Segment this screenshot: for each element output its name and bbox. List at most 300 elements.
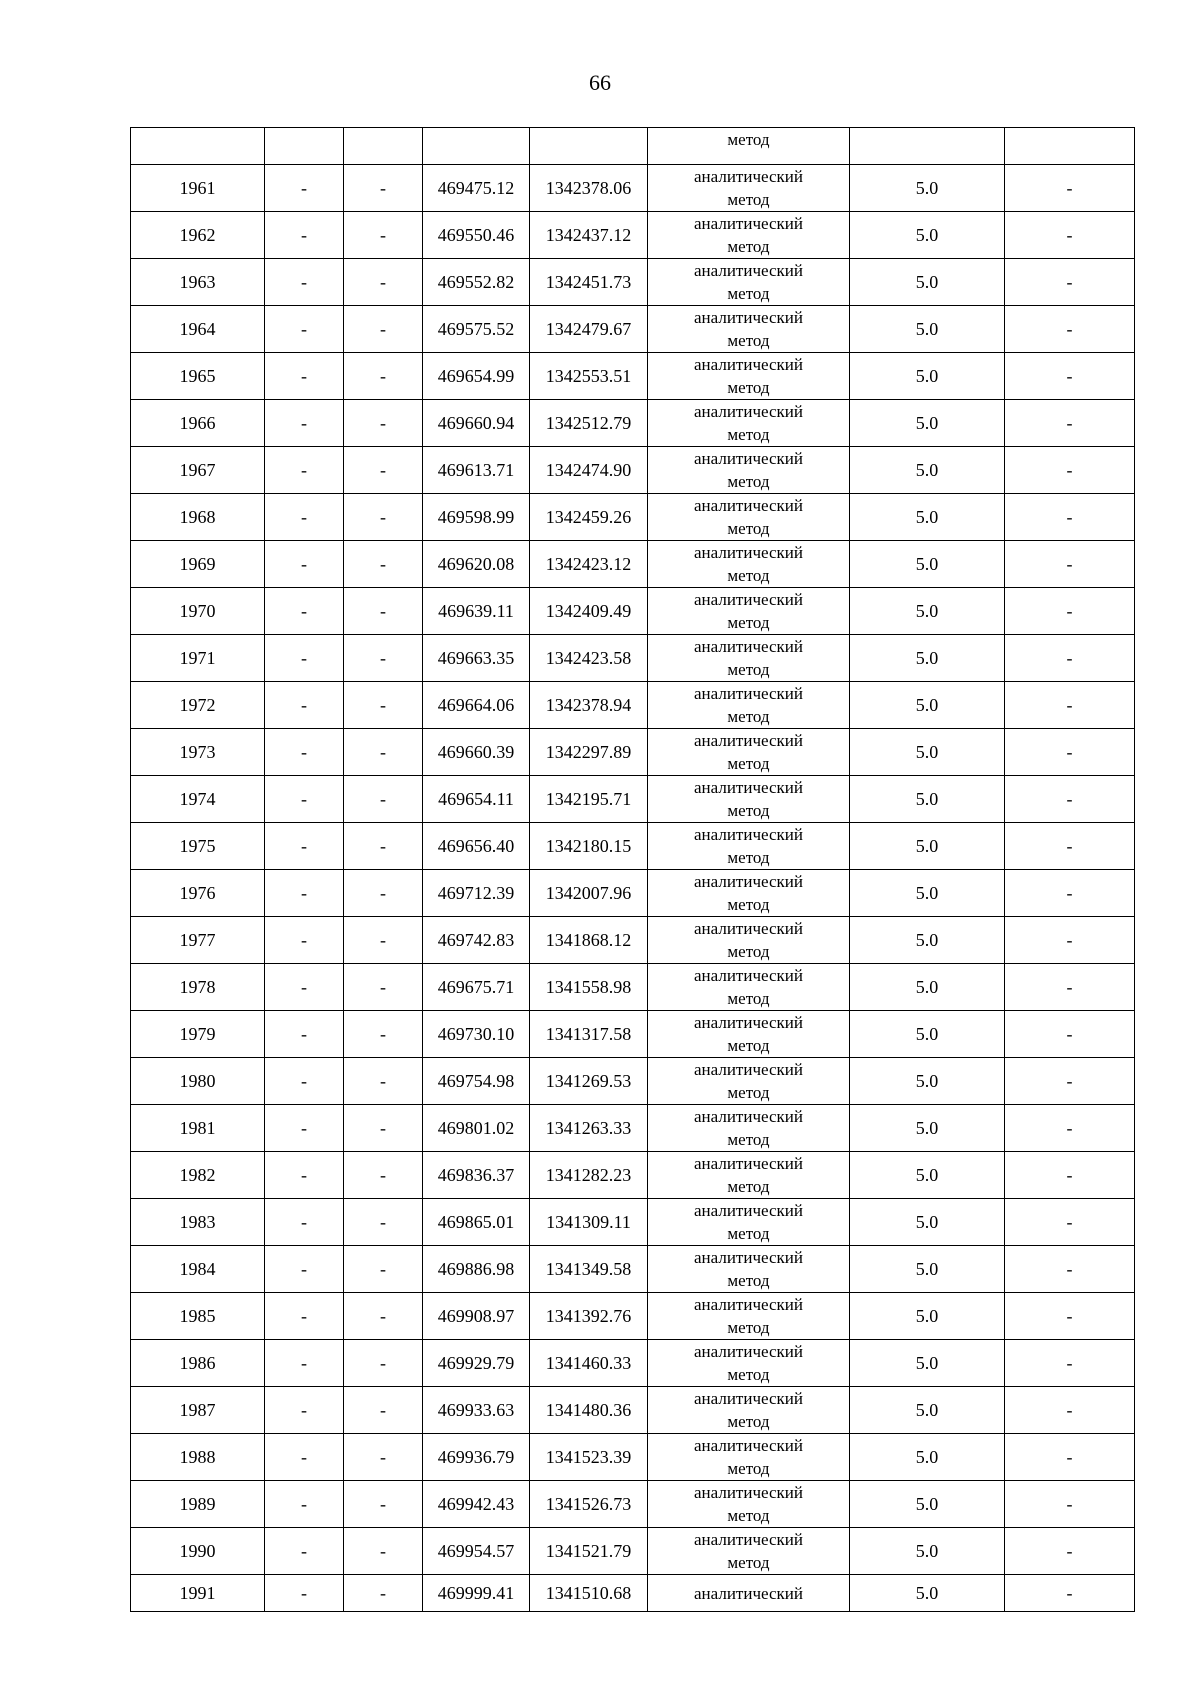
cell-dash: - [265,1105,344,1152]
cell-dash: - [344,1105,423,1152]
cell-dash: - [265,776,344,823]
cell-point-number: 1962 [131,212,265,259]
cell-point-number: 1968 [131,494,265,541]
table-row [131,588,1135,635]
table-row [131,306,1135,353]
cell-dash: - [265,1481,344,1528]
method-text-line1: аналитический [694,1436,803,1455]
cell-dash: - [344,1387,423,1434]
cell-dash: - [265,541,344,588]
cell-point-number: 1972 [131,682,265,729]
cell-dash: - [1005,1293,1135,1340]
method-text-line2: метод [727,613,770,632]
cell-method [648,1199,850,1246]
cell-dash: - [344,1152,423,1199]
cell-accuracy: 5.0 [850,1575,1005,1612]
cell-point-number: 1963 [131,259,265,306]
cell-point-number: 1985 [131,1293,265,1340]
cell-dash: - [265,400,344,447]
cell-dash: - [344,1575,423,1612]
cell-method [648,917,850,964]
cell-point-number: 1969 [131,541,265,588]
cell-point-number: 1973 [131,729,265,776]
cell-dash: - [1005,1058,1135,1105]
cell-x-coordinate: 469933.63 [423,1387,530,1434]
cell-dash: - [344,588,423,635]
cell-method [648,447,850,494]
cell-accuracy: 5.0 [850,494,1005,541]
cell-accuracy: 5.0 [850,1152,1005,1199]
cell-method [648,870,850,917]
cell-dash: - [344,1199,423,1246]
cell-x-coordinate: 469936.79 [423,1434,530,1481]
cell-dash: - [1005,494,1135,541]
cell-point-number: 1965 [131,353,265,400]
cell-accuracy: 5.0 [850,165,1005,212]
cell-method [648,1340,850,1387]
cell-method [648,541,850,588]
cell-dash: - [344,165,423,212]
cell-empty [1005,128,1135,165]
cell-dash: - [265,1293,344,1340]
cell-accuracy: 5.0 [850,1340,1005,1387]
cell-dash: - [1005,776,1135,823]
cell-method [648,165,850,212]
cell-dash: - [344,212,423,259]
cell-dash: - [1005,1011,1135,1058]
table-row [131,729,1135,776]
cell-x-coordinate: 469598.99 [423,494,530,541]
table-row [131,1434,1135,1481]
cell-empty [265,128,344,165]
cell-dash: - [265,1387,344,1434]
cell-point-number: 1981 [131,1105,265,1152]
cell-method [648,1105,850,1152]
cell-point-number: 1990 [131,1528,265,1575]
cell-x-coordinate: 469620.08 [423,541,530,588]
cell-y-coordinate: 1341523.39 [530,1434,648,1481]
cell-dash: - [1005,212,1135,259]
cell-y-coordinate: 1341349.58 [530,1246,648,1293]
table-row [131,917,1135,964]
method-text-line2: метод [727,1318,770,1337]
table-row [131,1387,1135,1434]
cell-method [648,1434,850,1481]
method-text-line2: метод [727,284,770,303]
method-text-tail: метод [727,130,770,149]
cell-point-number: 1977 [131,917,265,964]
cell-y-coordinate: 1341309.11 [530,1199,648,1246]
method-text-line2: метод [727,1130,770,1149]
cell-method [648,1011,850,1058]
cell-dash: - [1005,400,1135,447]
cell-y-coordinate: 1341558.98 [530,964,648,1011]
cell-y-coordinate: 1342474.90 [530,447,648,494]
cell-dash: - [1005,870,1135,917]
cell-dash: - [344,306,423,353]
cell-method [648,729,850,776]
cell-dash: - [344,635,423,682]
cell-x-coordinate: 469656.40 [423,823,530,870]
cell-method [648,588,850,635]
table-row [131,1575,1135,1612]
cell-accuracy: 5.0 [850,635,1005,682]
cell-method [648,259,850,306]
cell-method [648,1575,850,1612]
cell-x-coordinate: 469865.01 [423,1199,530,1246]
cell-point-number: 1986 [131,1340,265,1387]
cell-empty [423,128,530,165]
table-row [131,823,1135,870]
method-text-line1: аналитический [694,919,803,938]
cell-dash: - [1005,1152,1135,1199]
cell-x-coordinate: 469654.99 [423,353,530,400]
table-row [131,400,1135,447]
cell-point-number: 1983 [131,1199,265,1246]
cell-dash: - [265,353,344,400]
cell-y-coordinate: 1342423.12 [530,541,648,588]
cell-dash: - [1005,1575,1135,1612]
cell-x-coordinate: 469475.12 [423,165,530,212]
cell-x-coordinate: 469664.06 [423,682,530,729]
cell-x-coordinate: 469754.98 [423,1058,530,1105]
cell-accuracy: 5.0 [850,541,1005,588]
cell-dash: - [1005,635,1135,682]
cell-method [648,353,850,400]
cell-y-coordinate: 1342378.94 [530,682,648,729]
method-text-line2: метод [727,472,770,491]
cell-x-coordinate: 469550.46 [423,212,530,259]
cell-x-coordinate: 469663.35 [423,635,530,682]
method-text-line2: метод [727,1506,770,1525]
cell-accuracy: 5.0 [850,447,1005,494]
coordinates-table [130,127,1135,1612]
cell-dash: - [344,964,423,1011]
cell-dash: - [1005,1105,1135,1152]
method-text-line2: метод [727,754,770,773]
method-text-line2: метод [727,190,770,209]
method-text-line2: метод [727,1177,770,1196]
table-row [131,353,1135,400]
cell-y-coordinate: 1342180.15 [530,823,648,870]
cell-accuracy: 5.0 [850,1246,1005,1293]
method-text-line1: аналитический [694,402,803,421]
cell-point-number: 1961 [131,165,265,212]
cell-point-number: 1974 [131,776,265,823]
cell-empty [131,128,265,165]
cell-dash: - [1005,823,1135,870]
cell-y-coordinate: 1341263.33 [530,1105,648,1152]
cell-dash: - [265,964,344,1011]
table-row [131,776,1135,823]
table-row [131,635,1135,682]
cell-dash: - [265,1575,344,1612]
cell-accuracy: 5.0 [850,1528,1005,1575]
cell-dash: - [265,1152,344,1199]
cell-x-coordinate: 469999.41 [423,1575,530,1612]
cell-dash: - [344,353,423,400]
method-text-line2: метод [727,989,770,1008]
method-text-line1: аналитический [694,1483,803,1502]
cell-method [648,1152,850,1199]
cell-point-number: 1975 [131,823,265,870]
table-row [131,1105,1135,1152]
cell-dash: - [344,1246,423,1293]
method-text-line1: аналитический [694,731,803,750]
cell-dash: - [265,259,344,306]
method-text-line2: метод [727,425,770,444]
method-text-line2: метод [727,1271,770,1290]
cell-x-coordinate: 469908.97 [423,1293,530,1340]
cell-accuracy: 5.0 [850,917,1005,964]
cell-point-number: 1978 [131,964,265,1011]
cell-dash: - [344,259,423,306]
table-row [131,1246,1135,1293]
cell-dash: - [344,823,423,870]
method-text-line2: метод [727,660,770,679]
cell-y-coordinate: 1342195.71 [530,776,648,823]
cell-dash: - [344,776,423,823]
cell-y-coordinate: 1341282.23 [530,1152,648,1199]
method-text-line1: аналитический [694,1295,803,1314]
table-body [131,128,1135,1612]
cell-accuracy: 5.0 [850,776,1005,823]
cell-dash: - [265,917,344,964]
cell-dash: - [1005,447,1135,494]
cell-accuracy: 5.0 [850,1481,1005,1528]
cell-y-coordinate: 1342378.06 [530,165,648,212]
method-text-line1: аналитический [694,872,803,891]
cell-dash: - [1005,1434,1135,1481]
cell-point-number: 1989 [131,1481,265,1528]
cell-point-number: 1971 [131,635,265,682]
cell-y-coordinate: 1341868.12 [530,917,648,964]
cell-dash: - [265,494,344,541]
method-text-line1: аналитический [694,590,803,609]
cell-x-coordinate: 469836.37 [423,1152,530,1199]
cell-dash: - [344,1434,423,1481]
cell-dash: - [265,1058,344,1105]
method-text-line2: метод [727,895,770,914]
method-text-line2: метод [727,1365,770,1384]
cell-dash: - [344,917,423,964]
method-text-line1: аналитический [694,1013,803,1032]
cell-x-coordinate: 469730.10 [423,1011,530,1058]
method-text-line1: аналитический [694,684,803,703]
table-row [131,1481,1135,1528]
cell-point-number: 1988 [131,1434,265,1481]
page-number: 66 [589,70,611,95]
cell-dash: - [344,400,423,447]
cell-dash: - [1005,1387,1135,1434]
cell-method [648,494,850,541]
cell-accuracy: 5.0 [850,1058,1005,1105]
method-text-line1: аналитический [694,637,803,656]
cell-accuracy: 5.0 [850,870,1005,917]
cell-point-number: 1966 [131,400,265,447]
method-text-line2: метод [727,707,770,726]
cell-accuracy: 5.0 [850,682,1005,729]
table-row [131,447,1135,494]
cell-y-coordinate: 1342423.58 [530,635,648,682]
method-text-line1: аналитический [694,966,803,985]
cell-dash: - [1005,541,1135,588]
cell-y-coordinate: 1342409.49 [530,588,648,635]
cell-dash: - [1005,1528,1135,1575]
cell-dash: - [344,1011,423,1058]
cell-point-number: 1970 [131,588,265,635]
method-text-line2: метод [727,331,770,350]
cell-dash: - [265,1199,344,1246]
cell-accuracy: 5.0 [850,1293,1005,1340]
method-text-line1: аналитический [694,449,803,468]
cell-empty [530,128,648,165]
cell-accuracy: 5.0 [850,1105,1005,1152]
cell-y-coordinate: 1341510.68 [530,1575,648,1612]
table-row [131,870,1135,917]
method-text-line2: метод [727,566,770,585]
cell-dash: - [1005,353,1135,400]
cell-method [648,964,850,1011]
cell-dash: - [265,306,344,353]
cell-y-coordinate: 1342437.12 [530,212,648,259]
cell-accuracy: 5.0 [850,400,1005,447]
cell-dash: - [344,494,423,541]
cell-x-coordinate: 469675.71 [423,964,530,1011]
cell-x-coordinate: 469886.98 [423,1246,530,1293]
cell-y-coordinate: 1341460.33 [530,1340,648,1387]
cell-method [648,635,850,682]
cell-method [648,1246,850,1293]
cell-x-coordinate: 469660.94 [423,400,530,447]
cell-dash: - [265,588,344,635]
table-row [131,1293,1135,1340]
method-text-line1: аналитический [694,1154,803,1173]
cell-y-coordinate: 1342512.79 [530,400,648,447]
cell-dash: - [265,1528,344,1575]
table-row [131,1199,1135,1246]
cell-x-coordinate: 469552.82 [423,259,530,306]
cell-y-coordinate: 1342459.26 [530,494,648,541]
cell-empty [344,128,423,165]
cell-dash: - [1005,1340,1135,1387]
cell-point-number: 1987 [131,1387,265,1434]
cell-dash: - [265,212,344,259]
cell-x-coordinate: 469712.39 [423,870,530,917]
method-text-line1: аналитический [694,167,803,186]
cell-accuracy: 5.0 [850,729,1005,776]
method-text-line2: метод [727,942,770,961]
cell-dash: - [265,635,344,682]
cell-point-number: 1964 [131,306,265,353]
cell-dash: - [344,729,423,776]
cell-accuracy: 5.0 [850,353,1005,400]
cell-dash: - [265,870,344,917]
cell-dash: - [265,1011,344,1058]
method-text-line2: метод [727,378,770,397]
cell-x-coordinate: 469660.39 [423,729,530,776]
table-row [131,1528,1135,1575]
cell-x-coordinate: 469929.79 [423,1340,530,1387]
cell-method [648,306,850,353]
cell-dash: - [344,1293,423,1340]
table-row [131,1011,1135,1058]
cell-y-coordinate: 1341269.53 [530,1058,648,1105]
method-text-line1: аналитический [694,1530,803,1549]
cell-dash: - [1005,729,1135,776]
cell-accuracy: 5.0 [850,1199,1005,1246]
method-text-line2: метод [727,801,770,820]
method-text-line1: аналитический [694,308,803,327]
cell-x-coordinate: 469742.83 [423,917,530,964]
method-text-line1: аналитический [694,1342,803,1361]
table-row [131,212,1135,259]
table-row [131,964,1135,1011]
cell-point-number: 1980 [131,1058,265,1105]
method-text-line1: аналитический [694,214,803,233]
cell-empty [850,128,1005,165]
cell-dash: - [265,1246,344,1293]
cell-point-number: 1982 [131,1152,265,1199]
cell-dash: - [344,1528,423,1575]
cell-y-coordinate: 1341392.76 [530,1293,648,1340]
cell-y-coordinate: 1342297.89 [530,729,648,776]
cell-point-number: 1979 [131,1011,265,1058]
cell-dash: - [265,682,344,729]
cell-dash: - [344,1340,423,1387]
method-text-line1: аналитический [694,1248,803,1267]
cell-dash: - [265,1434,344,1481]
cell-method [648,1481,850,1528]
method-text-line1: аналитический [694,1389,803,1408]
cell-dash: - [265,1340,344,1387]
cell-y-coordinate: 1341526.73 [530,1481,648,1528]
cell-dash: - [1005,964,1135,1011]
table-row [131,1058,1135,1105]
method-text-line1: аналитический [694,1201,803,1220]
cell-x-coordinate: 469801.02 [423,1105,530,1152]
cell-dash: - [344,541,423,588]
cell-x-coordinate: 469613.71 [423,447,530,494]
table-row [131,1152,1135,1199]
cell-method [648,776,850,823]
cell-dash: - [265,165,344,212]
cell-method [648,682,850,729]
method-text-line2: метод [727,1553,770,1572]
cell-method [648,1058,850,1105]
cell-x-coordinate: 469942.43 [423,1481,530,1528]
cell-accuracy: 5.0 [850,212,1005,259]
method-text-line1: аналитический [694,496,803,515]
cell-dash: - [1005,1246,1135,1293]
method-text-line2: метод [727,519,770,538]
cell-x-coordinate: 469639.11 [423,588,530,635]
table-row [131,494,1135,541]
method-text-line1: аналитический [694,1583,803,1603]
cell-dash: - [344,870,423,917]
method-text-line2: метод [727,1412,770,1431]
cell-point-number: 1976 [131,870,265,917]
cell-point-number: 1991 [131,1575,265,1612]
cell-dash: - [344,447,423,494]
method-text-line1: аналитический [694,825,803,844]
method-text-line2: метод [727,237,770,256]
cell-accuracy: 5.0 [850,823,1005,870]
table-row [131,1340,1135,1387]
cell-y-coordinate: 1341317.58 [530,1011,648,1058]
cell-accuracy: 5.0 [850,964,1005,1011]
table-row [131,541,1135,588]
